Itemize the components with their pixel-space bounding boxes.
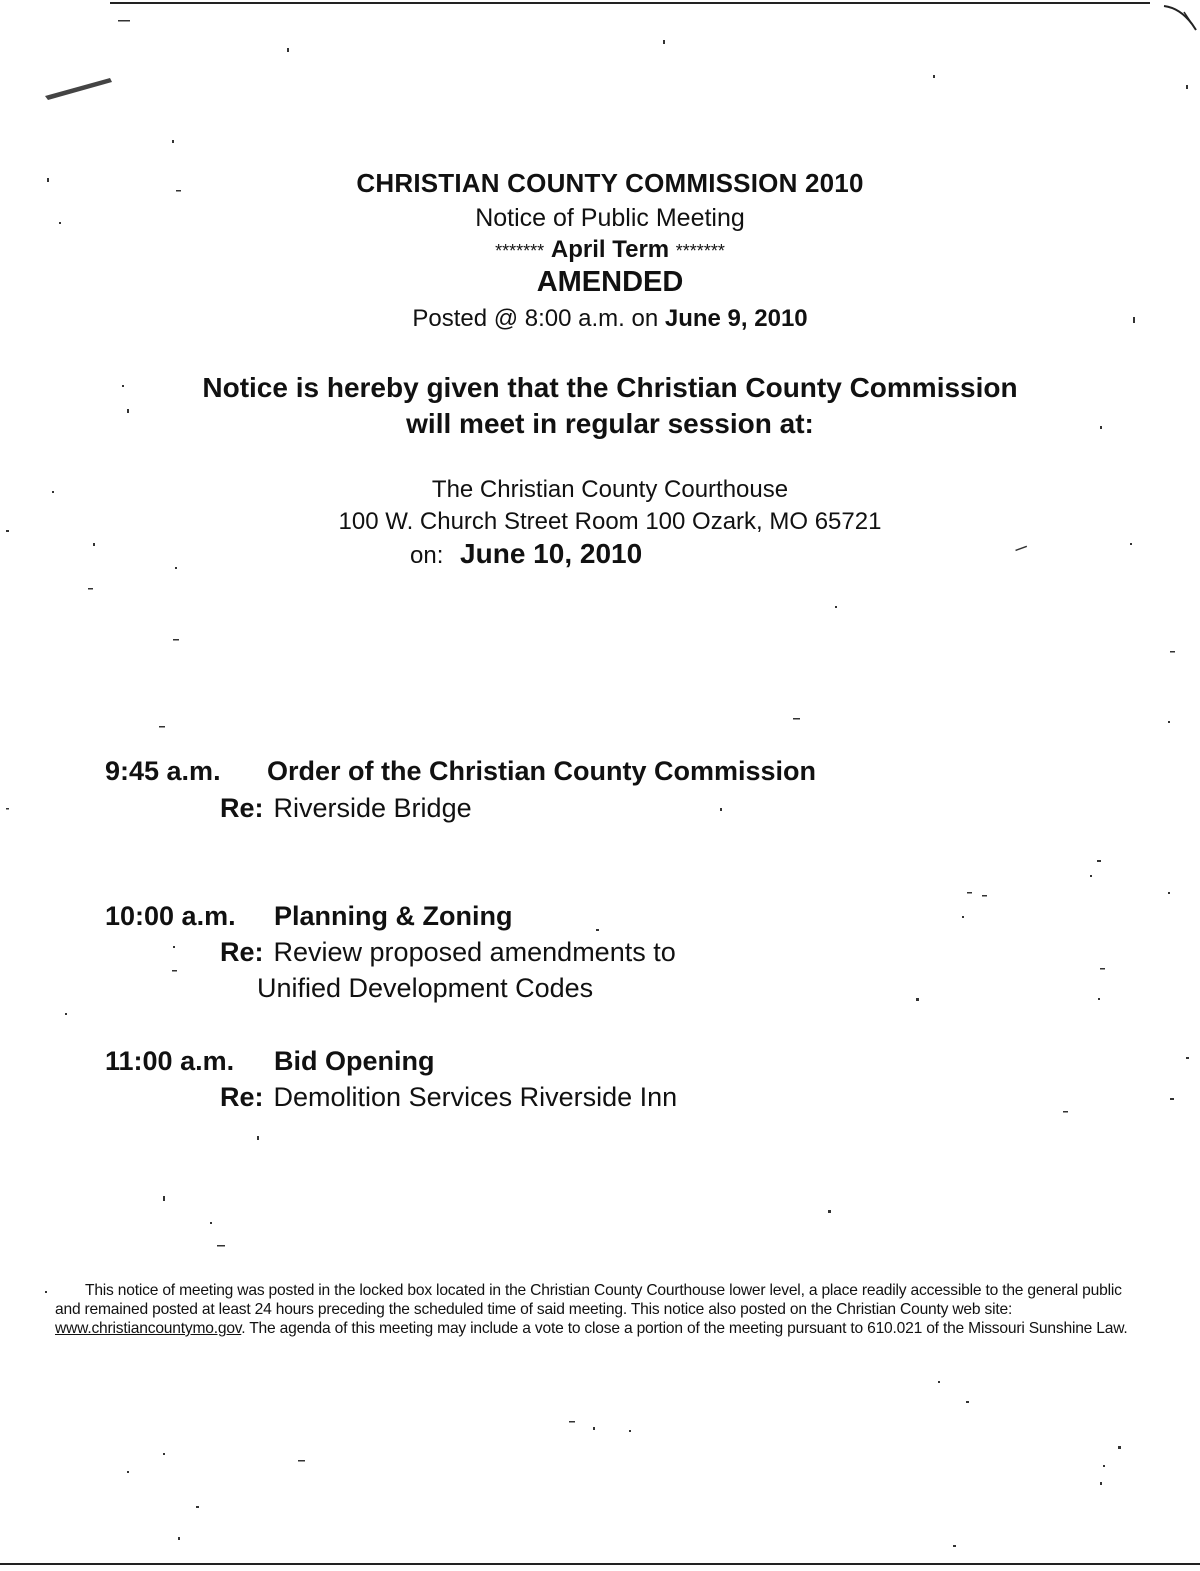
- posted-date: June 9, 2010: [664, 305, 808, 332]
- term-label: April Term: [550, 236, 670, 263]
- meeting-date-line: [410, 538, 642, 570]
- notice-line-2: will meet in regular session at:: [406, 408, 814, 439]
- meeting-date: June 10, 2010: [460, 538, 643, 569]
- posted-line: [0, 305, 1200, 333]
- website-link[interactable]: www.christiancountymo.gov: [55, 1320, 242, 1337]
- page-title: CHRISTIAN COUNTY COMMISSION 2010: [356, 168, 864, 198]
- agenda-time: 11:00 a.m.: [105, 1046, 235, 1076]
- re-text-continuation: Unified Development Codes: [257, 973, 594, 1003]
- posting-footnote: [55, 1281, 1150, 1338]
- agenda-time: 9:45 a.m.: [105, 756, 221, 786]
- re-label: Re:: [220, 793, 264, 823]
- location-address: 100 W. Church Street Room 100 Ozark, MO 65721: [338, 508, 882, 535]
- location-name: The Christian County Courthouse: [431, 476, 789, 503]
- agenda-re-line: [220, 937, 676, 968]
- agenda-event: Planning & Zoning: [274, 901, 513, 931]
- notice-line-1: Notice is hereby given that the Christian County Commission: [202, 372, 1018, 403]
- re-text: Review proposed amendments to: [273, 937, 676, 967]
- agenda-event: Order of the Christian County Commission: [267, 756, 817, 786]
- term-stars-right: *******: [675, 241, 725, 261]
- re-label: Re:: [220, 1082, 264, 1112]
- term-stars-left: *******: [495, 241, 545, 261]
- agenda-event: Bid Opening: [274, 1046, 435, 1076]
- re-label: Re:: [220, 937, 264, 967]
- footnote-text: This notice of meeting was posted in the locked box located in the Christian County Courthouse lower level, a place readily accessible to the general public and remained posted at least 24 hours preceding the scheduled time of said meeting. This notice also posted on the Christian County web site:: [55, 1282, 1122, 1318]
- agenda-re-line: [220, 1082, 677, 1113]
- meeting-notice-subtitle: Notice of Public Meeting: [475, 204, 745, 232]
- re-text: Riverside Bridge: [273, 793, 472, 823]
- posted-prefix: Posted @ 8:00 a.m. on: [412, 305, 659, 332]
- agenda-time: 10:00 a.m.: [105, 901, 236, 931]
- re-text: Demolition Services Riverside Inn: [273, 1082, 678, 1112]
- page-corner-fold-mark: [1162, 4, 1198, 32]
- amended-heading: AMENDED: [536, 266, 684, 298]
- bottom-border-line: [0, 1563, 1200, 1565]
- footnote-text-after-link: . The agenda of this meeting may include a vote to close a portion of the meeting pursuant to 610.021 of the Missouri Sunshine Law.: [241, 1320, 1128, 1337]
- on-label: on:: [410, 542, 444, 569]
- term-line: [0, 236, 1200, 264]
- top-border-line: [110, 2, 1150, 4]
- agenda-re-line: [220, 793, 472, 824]
